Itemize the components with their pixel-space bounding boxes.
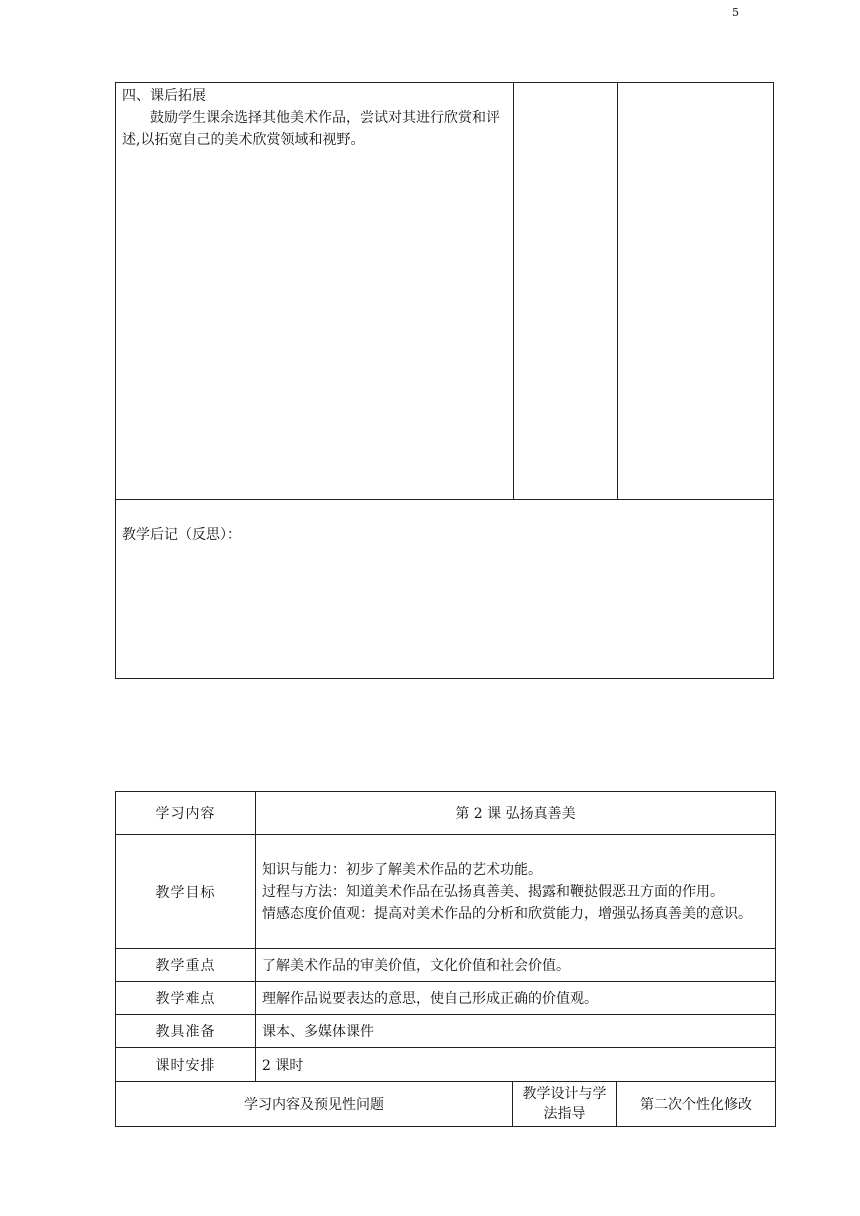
- footer-design-header: 教学设计与学法指导: [513, 1082, 617, 1127]
- table-row: [116, 1048, 776, 1082]
- tools-label: 教具准备: [116, 1015, 256, 1048]
- table-row: [116, 1082, 776, 1127]
- footer-content-header: 学习内容及预见性问题: [116, 1082, 513, 1127]
- page-number: 5: [732, 6, 739, 19]
- column-divider: [617, 83, 618, 499]
- reflection-label: 教学后记（反思）：: [122, 527, 241, 543]
- schedule-value: 2 课时: [256, 1048, 776, 1082]
- table-row: [116, 1015, 776, 1048]
- row-divider: [116, 499, 773, 500]
- goals-label: 教学目标: [116, 835, 256, 949]
- content-label: 学习内容: [116, 792, 256, 835]
- table-row: [116, 982, 776, 1015]
- extension-content: [122, 85, 514, 151]
- difficulty-value: 理解作品说要表达的意思，使自己形成正确的价值观。: [256, 982, 776, 1015]
- goal-knowledge: 知识与能力：初步了解美术作品的艺术功能。: [262, 861, 542, 878]
- table-row: [116, 835, 776, 949]
- schedule-label: 课时安排: [116, 1048, 256, 1082]
- goals-value: [256, 835, 776, 949]
- extension-body: 鼓励学生课余选择其他美术作品，尝试对其进行欣赏和评述,以拓宽自己的美术欣赏领域和视野。: [122, 110, 500, 148]
- footer-revision-header: 第二次个性化修改: [617, 1082, 776, 1127]
- extension-heading: 四、课后拓展: [122, 88, 206, 104]
- focus-value: 了解美术作品的审美价值，文化价值和社会价值。: [256, 949, 776, 982]
- column-divider: [513, 83, 514, 499]
- goal-process: 过程与方法：知道美术作品在弘扬真善美、揭露和鞭挞假恶丑方面的作用。: [262, 883, 724, 900]
- table-row: [116, 792, 776, 835]
- extension-table: [115, 82, 774, 679]
- lesson-table: [115, 791, 776, 1127]
- table-row: [116, 949, 776, 982]
- content-value: 第 2 课 弘扬真善美: [256, 792, 776, 835]
- goal-attitude: 情感态度价值观：提高对美术作品的分析和欣赏能力，增强弘扬真善美的意识。: [262, 905, 752, 922]
- difficulty-label: 教学难点: [116, 982, 256, 1015]
- tools-value: 课本、多媒体课件: [256, 1015, 776, 1048]
- focus-label: 教学重点: [116, 949, 256, 982]
